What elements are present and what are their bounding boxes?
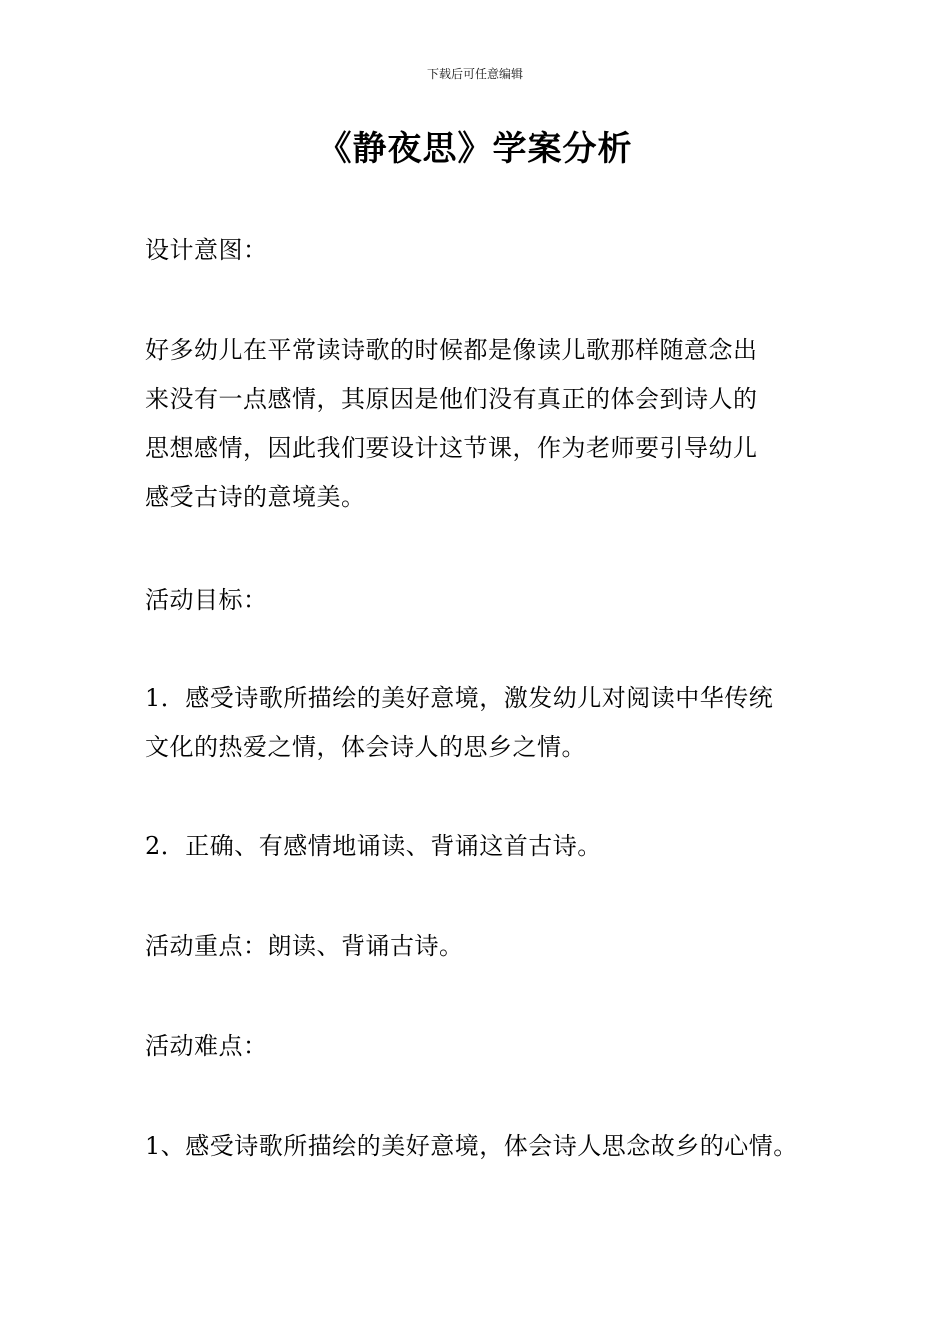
paragraph-line: 思想感情，因此我们要设计这节课，作为老师要引导幼儿	[145, 434, 758, 462]
paragraph-line: 1．感受诗歌所描绘的美好意境，激发幼儿对阅读中华传统	[145, 684, 774, 712]
paragraph-line: 好多幼儿在平常读诗歌的时候都是像读儿歌那样随意念出	[145, 336, 758, 364]
paragraph-line: 感受古诗的意境美。	[145, 483, 366, 511]
page-header-note: 下载后可任意编辑	[426, 67, 523, 81]
difficulty-item-1: 1、感受诗歌所描绘的美好意境，体会诗人思念故乡的心情。	[145, 1132, 798, 1160]
goal-item-1	[145, 674, 810, 772]
document-title: 《静夜思》学案分析	[317, 129, 633, 169]
goals-heading: 活动目标：	[145, 586, 268, 614]
difficulty-heading: 活动难点：	[145, 1032, 268, 1060]
design-intent-paragraph	[145, 326, 810, 522]
design-intent-heading: 设计意图：	[145, 236, 268, 264]
key-point-line: 活动重点：朗读、背诵古诗。	[145, 932, 464, 960]
paragraph-line: 来没有一点感情，其原因是他们没有真正的体会到诗人的	[145, 385, 758, 413]
paragraph-line: 文化的热爱之情，体会诗人的思乡之情。	[145, 733, 586, 761]
goal-item-2: 2．正确、有感情地诵读、背诵这首古诗。	[145, 832, 602, 860]
